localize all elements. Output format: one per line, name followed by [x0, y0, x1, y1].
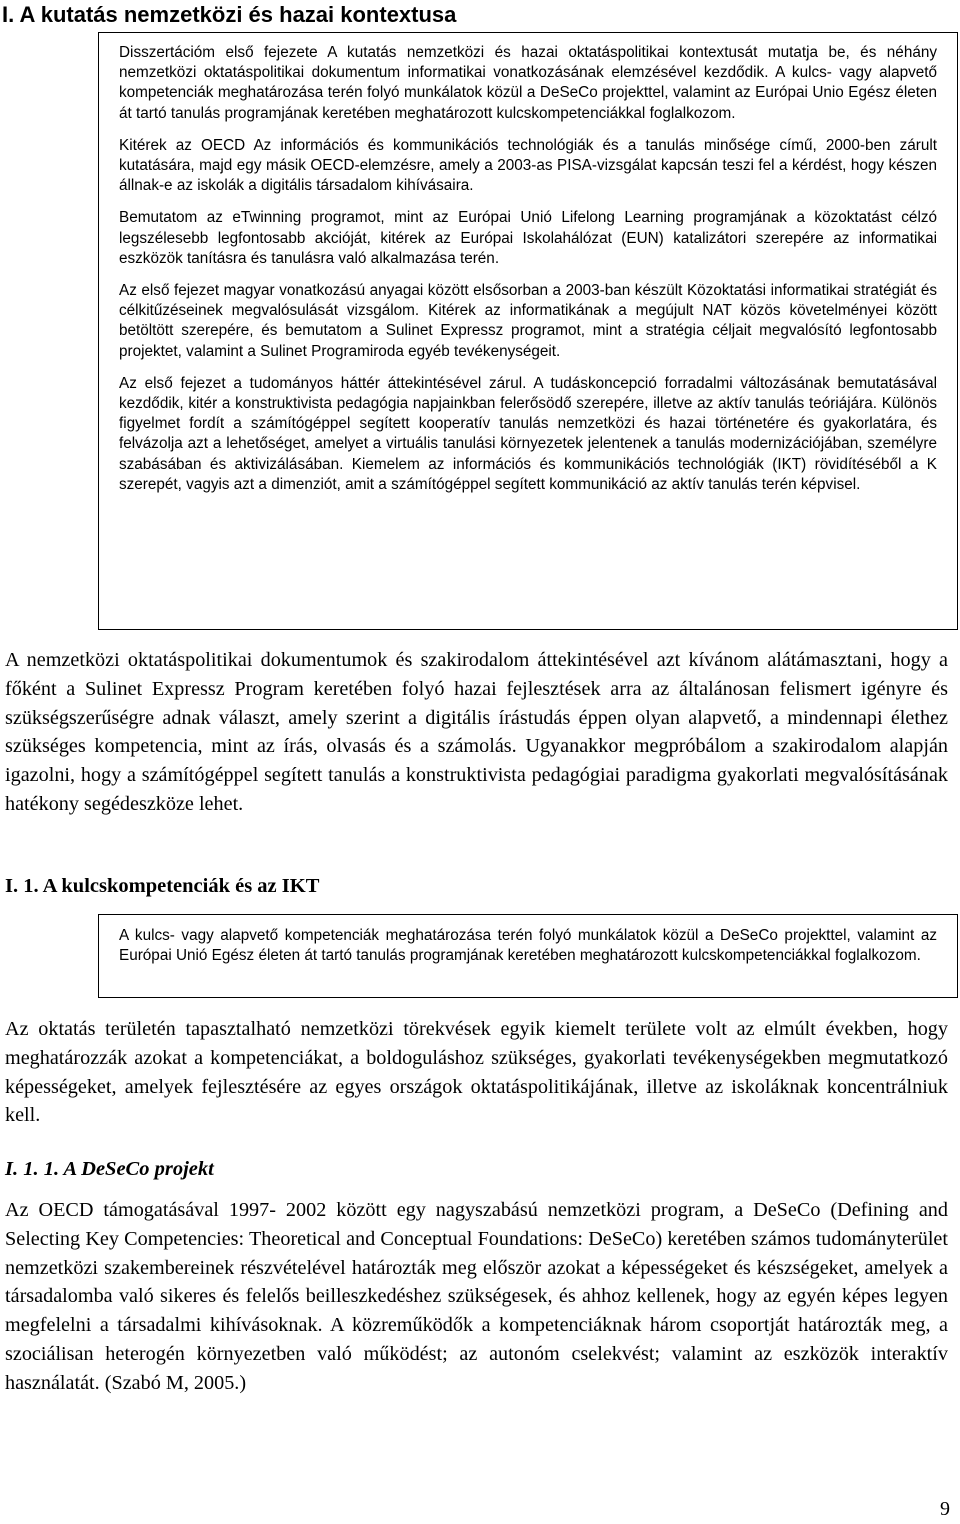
section-1-1-1-paragraph: Az OECD támogatásával 1997- 2002 között egy nagyszabású nemzetközi program, a DeSeCo (Defining and Selecting Key Competencies: Theoretical and Conceptual Foundations: DeSeCo) keretében számos tudományterület nemzetközi szakembereinek részvételével határozták meg először azokat a képességeket és készségeket, amelyek a társadalomba való sikeres és felelős beilleszkedéshez szükségesek, és ahhoz kellenek, hogy az egyén képes legyen megfelelni a társadalmi kihívásoknak. A közreműködők a kompetenciáknak három csoportját határozták meg, a szociálisan heterogén környezetben való működést; az autonóm cselekvést; valamint az eszközök interaktív használatát. (Szabó M, 2005.) [5, 1199, 948, 1394]
section-1-1-paragraph: Az oktatás területén tapasztalható nemzetközi törekvések egyik kiemelt területe volt az elmúlt években, hogy meghatározzák azokat a kompetenciákat, a boldoguláshoz szükséges, gyakorlati tevékenységekben megmutatkozó képességeket, amelyek fejlesztésére az egyes országok oktatáspolitikájának, illetve az iskoláknak koncentrálniuk kell. [5, 1018, 948, 1127]
summary-paragraph: Az első fejezet magyar vonatkozású anyagai között elsősorban a 2003-ban készült Közoktatási informatikai stratégiát és célkitűzéseinek megvalósulását vizsgálom. Kitérek az informatikának a megújult NAT közös követelményei között betöltött szerepére, és bemutatom a Sulinet Expressz programot, mint a stratégia céljait megvalósító legfontosabb projektet, valamint a Sulinet Programiroda egyéb tevékenységeit. [119, 282, 937, 360]
summary-paragraph: Bemutatom az eTwinning programot, mint az Európai Unió Lifelong Learning programjának a közoktatást célzó legszélesebb legfontosabb akcióját, kitérek az Európai Iskolahálózat (EUN) katalizátori szerepére az informatikai eszközök tanításra és tanulásra való alkalmazása terén. [119, 209, 937, 267]
intro-paragraph: A nemzetközi oktatáspolitikai dokumentumok és szakirodalom áttekintésével azt kívánom alátámasztani, hogy a főként a Sulinet Expressz Program keretében folyó hazai fejlesztések arra az általánosan felismert igényre és szükségszerűségre adnak választ, amely szerint a digitális írástudás éppen olyan alapvető, a mindennapi élethez szükséges kompetencia, mint az írás, olvasás és a számolás. Ugyanakkor megpróbálom a szakirodalom alapján igazolni, hogy a számítógéppel segített tanulás a konstruktivista pedagógiai paradigma gyakorlati megvalósításának hatékony segédeszköze lehet. [5, 649, 948, 815]
section-summary-box [98, 914, 958, 998]
chapter-title: I. A kutatás nemzetközi és hazai kontextusa [2, 2, 457, 27]
summary-paragraph: Kitérek az OECD Az információs és kommunikációs technológiák és a tanulás minősége című, 2000-ben zárult kutatására, majd egy másik OECD-elemzésre, amely a 2003-as PISA-vizsgálat kapcsán teszi fel a kérdést, hogy készen állnak-e az iskolák a digitális társadalom kihívásaira. [119, 136, 937, 195]
summary-paragraph: Az első fejezet a tudományos háttér áttekintésével zárul. A tudáskoncepció forradalmi változásának bemutatásával kezdődik, kitér a konstruktivista pedagógia napjainkban felerősödő szerepére, illetve az aktív tanulás teóriájára. Különös figyelmet fordít a számítógéppel segített kooperatív tanulás nemzetközi és hazai történetére és gyakorlatára, és felvázolja azt a lehetőséget, amelyet a virtuális tanulási környezetek jelentenek a tanulás modernizációjában, személyre szabásában és aktivizálásában. Kiemelem az információs és kommunikációs technológiák (IKT) rövidítéséből a K szerepét, vagyis azt a dimenziót, amit a számítógéppel segített kommunikáció az aktív tanulás terén képvisel. [119, 374, 937, 493]
section-heading-1-1-1: I. 1. 1. A DeSeCo projekt [5, 1158, 214, 1180]
chapter-summary-box [98, 32, 958, 630]
summary-paragraph: Disszertációm első fejezete A kutatás nemzetközi és hazai oktatáspolitikai kontextusát mutatja be, és néhány nemzetközi oktatáspolitikai dokumentum informatikai vonatkozásának elemzésével kezdődik. A kulcs- vagy alapvető kompetenciák meghatározása terén folyó munkálatok közül a DeSeCo projekttel, valamint az Európai Unio Egész életen át tartó tanulás programjának keretében meghatározott kulcskompetenciákkal foglalkozom. [119, 44, 937, 122]
section-heading-1-1: I. 1. A kulcskompetenciák és az IKT [5, 875, 320, 897]
page-number: 9 [940, 1498, 950, 1520]
section-summary-text: A kulcs- vagy alapvető kompetenciák meghatározása terén folyó munkálatok közül a DeSeCo projekttel, valamint az Európai Unió Egész életen át tartó tanulás programjának keretében meghatározott kulcskompetenciákkal foglalkozom. [119, 927, 937, 965]
